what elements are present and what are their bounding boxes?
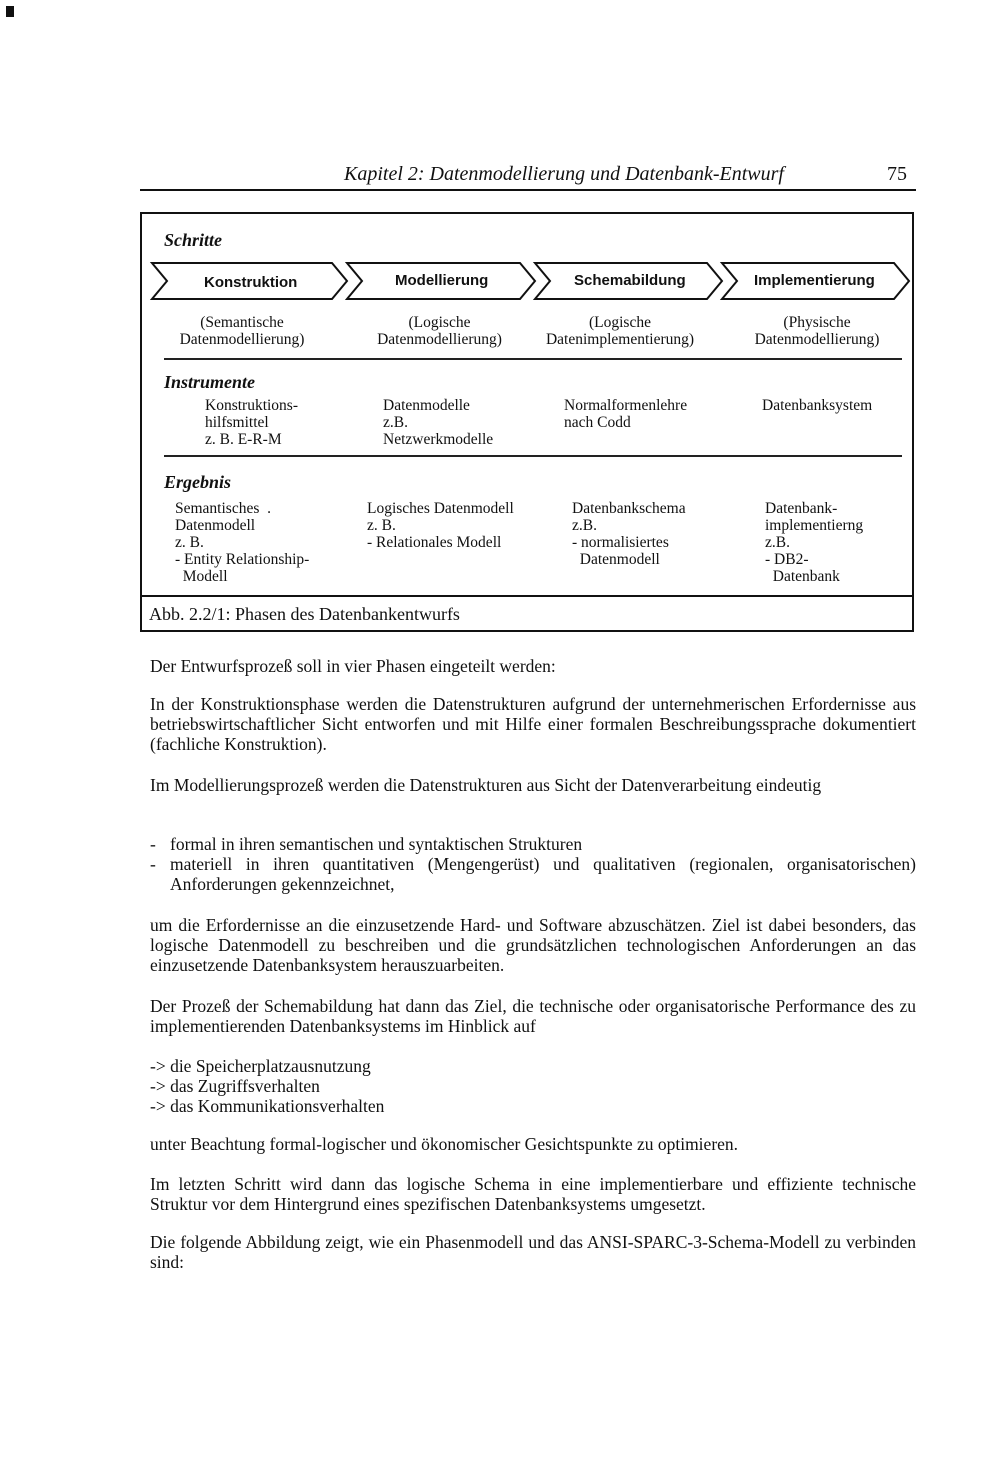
paragraph-5: Der Prozeß der Schemabildung hat dann das Ziel, die technische oder organisatorische Performance des zu implementierenden Datenbanksystems im Hinblick auf: [150, 996, 916, 1036]
list-item-text: formal in ihren semantischen und syntaktischen Strukturen: [170, 834, 583, 854]
section-rule-2: [164, 455, 902, 457]
phase-sub-1b: Datenmodellierung): [179, 331, 305, 348]
arrow-list-item: -> die Speicherplatzausnutzung: [150, 1056, 371, 1076]
paragraph-8: Die folgende Abbildung zeigt, wie ein Phasenmodell und das ANSI-SPARC-3-Schema-Modell zu verbinden sind:: [150, 1232, 916, 1272]
result-4: Datenbank- implementierng z.B. - DB2- Datenbank: [765, 500, 864, 585]
instrument-1: Konstruktions- hilfsmittel z. B. E-R-M: [205, 397, 298, 448]
header-rule: [140, 189, 916, 191]
phase-sub-4a: (Physische: [783, 314, 851, 331]
phase-sub-2a: (Logische: [408, 314, 471, 331]
phase-sub-3b: Datenimplementierung): [545, 331, 695, 348]
section-rule-1: [164, 358, 902, 360]
paragraph-2: In der Konstruktionsphase werden die Datenstrukturen aufgrund der unternehmerischen Erfordernisse aus betriebswirtschaftlicher Sicht entworfen und mit Hilfe einer formalen Beschreibungssprache dokumentiert (fachliche Konstruktion).: [150, 694, 916, 754]
caption-rule: [142, 595, 912, 597]
arrow-list-item: -> das Zugriffsverhalten: [150, 1076, 320, 1096]
section-title-instruments: Instrumente: [164, 372, 256, 392]
list-item: - formal in ihren semantischen und syntaktischen Strukturen: [150, 834, 916, 854]
arrow-list-item: -> das Kommunikationsverhalten: [150, 1096, 385, 1116]
phase-sub-2b: Datenmodellierung): [377, 331, 502, 348]
page-number: 75: [887, 163, 907, 185]
figure-body: [142, 214, 912, 596]
phase-sub-1a: (Semantische: [200, 314, 284, 331]
instrument-2: Datenmodelle z.B. Netzwerkmodelle: [383, 397, 494, 448]
section-title-steps: Schritte: [164, 230, 223, 250]
paragraph-3: Im Modellierungsprozeß werden die Datenstrukturen aus Sicht der Datenverarbeitung eindeutig: [150, 775, 822, 795]
instrument-4: Datenbanksystem: [762, 397, 873, 414]
figure-phases-box: [140, 212, 914, 632]
list-item-text: materiell in ihren quantitativen (Mengengerüst) und qualitativen (regionalen, organisatorischen) Anforderungen gekennzeichnet,: [170, 854, 916, 894]
instrument-3: Normalformenlehre nach Codd: [564, 397, 688, 431]
paragraph-4: um die Erfordernisse an die einzusetzende Hard- und Software abzuschätzen. Ziel ist dabei besonders, das logische Datenmodell zu beschreiben und die grundsätzlichen technologischen Anforderungen an das einzusetzende Datenbanksystem herauszuarbeiten.: [150, 915, 916, 975]
phase-label-2: Modellierung: [395, 272, 489, 289]
phase-sub-4b: Datenmodellierung): [754, 331, 880, 348]
paragraph-1: Der Entwurfsprozeß soll in vier Phasen eingeteilt werden:: [150, 656, 556, 676]
list-item: - materiell in ihren quantitativen (Mengengerüst) und qualitativen (regionalen, organisatorischen) Anforderungen gekennzeichnet,: [150, 854, 916, 894]
scan-mark: [6, 6, 14, 17]
phase-label-1: Konstruktion: [204, 274, 298, 291]
result-3: Datenbankschema z.B. - normalisiertes Datenmodell: [572, 500, 686, 568]
running-header-title: Kapitel 2: Datenmodellierung und Datenbank-Entwurf: [344, 163, 784, 185]
paragraph-6: unter Beachtung formal-logischer und ökonomischer Gesichtspunkte zu optimieren.: [150, 1134, 739, 1154]
figure-caption: Abb. 2.2/1: Phasen des Datenbankentwurfs: [149, 604, 460, 624]
result-2: Logisches Datenmodell z. B. - Relationales Modell: [367, 500, 514, 551]
phase-sub-3a: (Logische: [589, 314, 651, 331]
phase-label-3: Schemabildung: [574, 272, 686, 289]
result-1: Semantisches . Datenmodell z. B. - Entity Relationship- Modell: [175, 500, 310, 585]
section-title-results: Ergebnis: [164, 472, 232, 492]
paragraph-7: Im letzten Schritt wird dann das logische Schema in eine implementierbare und effiziente technische Struktur vor dem Hintergrund eines spezifischen Datenbanksystems umgesetzt.: [150, 1174, 916, 1214]
phase-label-4: Implementierung: [754, 272, 875, 289]
